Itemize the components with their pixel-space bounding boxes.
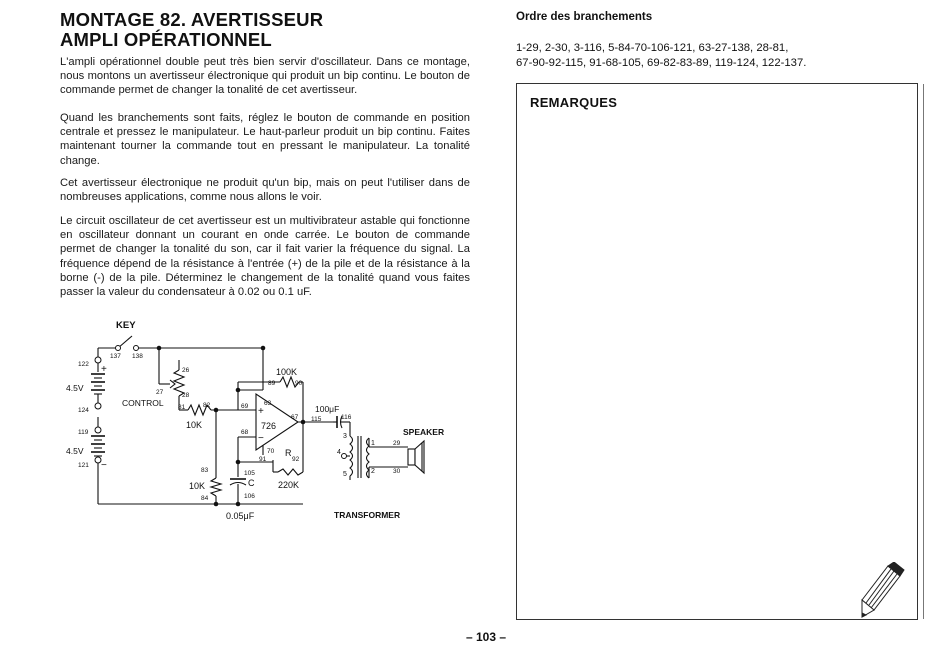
terminal-29: 29 <box>393 440 401 447</box>
pencil-icon <box>860 562 905 620</box>
terminal-137: 137 <box>110 353 121 360</box>
terminal-3: 3 <box>343 433 347 440</box>
terminal-68: 68 <box>241 429 249 436</box>
paragraph-applications: Cet avertisseur électronique ne produit qu'un bip, mais on peut l'utiliser dans de nombreuses applications, comme nous allons le voir. <box>60 177 470 204</box>
circuit-schematic <box>58 312 458 524</box>
remarks-box <box>516 83 918 620</box>
terminal-122: 122 <box>78 361 89 368</box>
title-line-1: MONTAGE 82. AVERTISSEUR <box>60 9 324 30</box>
terminal-67: 67 <box>291 414 299 421</box>
paragraph-explanation: Le circuit oscillateur de cet avertisseur est un multivibrateur astable qui fonctionne en oscillateur donnant un courant en onde carrée. Le bouton de commande permet de changer la tonalité du son, car il fait varier la fréquence du signal. La fréquence dépend de la résistance à l'entrée (+) de la pile et de la résistance à la borne (-) de la pile. Déterminez le changement de la tonalité quand vous faites passer la valeur du condensateur à 0.02 ou 0.1 uF. <box>60 215 470 299</box>
paragraph-intro: L'ampli opérationnel double peut très bien servir d'oscillateur. Dans ce montage, nous montons un avertisseur électronique qui produit un bip continu. Le bouton de commande permet de changer la tonalité de cet avertisseur. <box>60 56 470 97</box>
page-title <box>60 10 480 50</box>
terminal-121: 121 <box>78 462 89 469</box>
terminal-28: 28 <box>182 392 190 399</box>
terminal-27: 27 <box>156 389 164 396</box>
output-cap-value: 100μF <box>315 404 340 414</box>
battery-top-plus: + <box>101 364 107 375</box>
bottom-resistor-value: 10K <box>189 481 206 491</box>
page-number: – 103 – <box>466 630 507 644</box>
opamp-plus: + <box>258 406 264 417</box>
terminal-83: 83 <box>201 467 209 474</box>
terminal-115: 115 <box>311 416 322 423</box>
control-label: CONTROL <box>122 398 164 408</box>
terminal-5: 5 <box>343 471 347 478</box>
paragraph-instructions: Quand les branchements sont faits, réglez le bouton de commande en position centrale et pressez le manipulateur. Le haut-parleur produit un bip continu. Faites maintenant tourner la commande tout en pressant le manipulateur. La tonalité change. <box>60 112 470 167</box>
terminal-84: 84 <box>201 495 209 502</box>
title-line-2: AMPLI OPÉRATIONNEL <box>60 29 272 50</box>
capacitor-c-label: C <box>248 478 255 488</box>
terminal-69: 69 <box>241 403 249 410</box>
capacitor-value: 0.05μF <box>226 511 255 521</box>
terminal-81: 81 <box>178 404 186 411</box>
opamp-minus: − <box>258 433 264 444</box>
resistor-r-label: R <box>285 448 292 458</box>
terminal-63: 63 <box>264 400 272 407</box>
transformer-label: TRANSFORMER <box>334 510 401 520</box>
battery-top-label: 4.5V <box>66 383 84 393</box>
terminal-105: 105 <box>244 470 255 477</box>
terminal-82: 82 <box>203 402 211 409</box>
terminal-124: 124 <box>78 407 89 414</box>
feedback-resistor-value: 100K <box>276 367 298 377</box>
control-resistor-value: 10K <box>186 420 203 430</box>
terminal-92: 92 <box>292 456 300 463</box>
terminal-91: 91 <box>259 456 267 463</box>
connections-line-2: 67-90-92-115, 91-68-105, 69-82-83-89, 119-124, 122-137. <box>516 57 807 69</box>
terminal-119: 119 <box>78 429 89 436</box>
terminal-4: 4 <box>337 449 341 456</box>
battery-bottom-minus: − <box>101 460 107 471</box>
terminal-116: 116 <box>341 414 352 421</box>
terminal-26: 26 <box>182 367 190 374</box>
terminal-90: 90 <box>295 380 303 387</box>
terminal-106: 106 <box>244 493 255 500</box>
ic-label: 726 <box>261 421 277 431</box>
terminal-70: 70 <box>267 448 275 455</box>
speaker-label: SPEAKER <box>403 427 445 437</box>
terminal-1: 1 <box>371 440 375 447</box>
remarks-heading: REMARQUES <box>530 95 618 110</box>
terminal-89: 89 <box>268 380 276 387</box>
terminal-138: 138 <box>132 353 143 360</box>
battery-bottom-label: 4.5V <box>66 446 84 456</box>
connections-line-1: 1-29, 2-30, 3-116, 5-84-70-106-121, 63-27-138, 28-81, <box>516 42 789 54</box>
key-label: KEY <box>116 320 136 331</box>
terminal-2: 2 <box>371 468 375 475</box>
connections-heading: Ordre des branchements <box>516 11 653 23</box>
resistor-220k-value: 220K <box>278 480 300 490</box>
terminal-30: 30 <box>393 468 401 475</box>
